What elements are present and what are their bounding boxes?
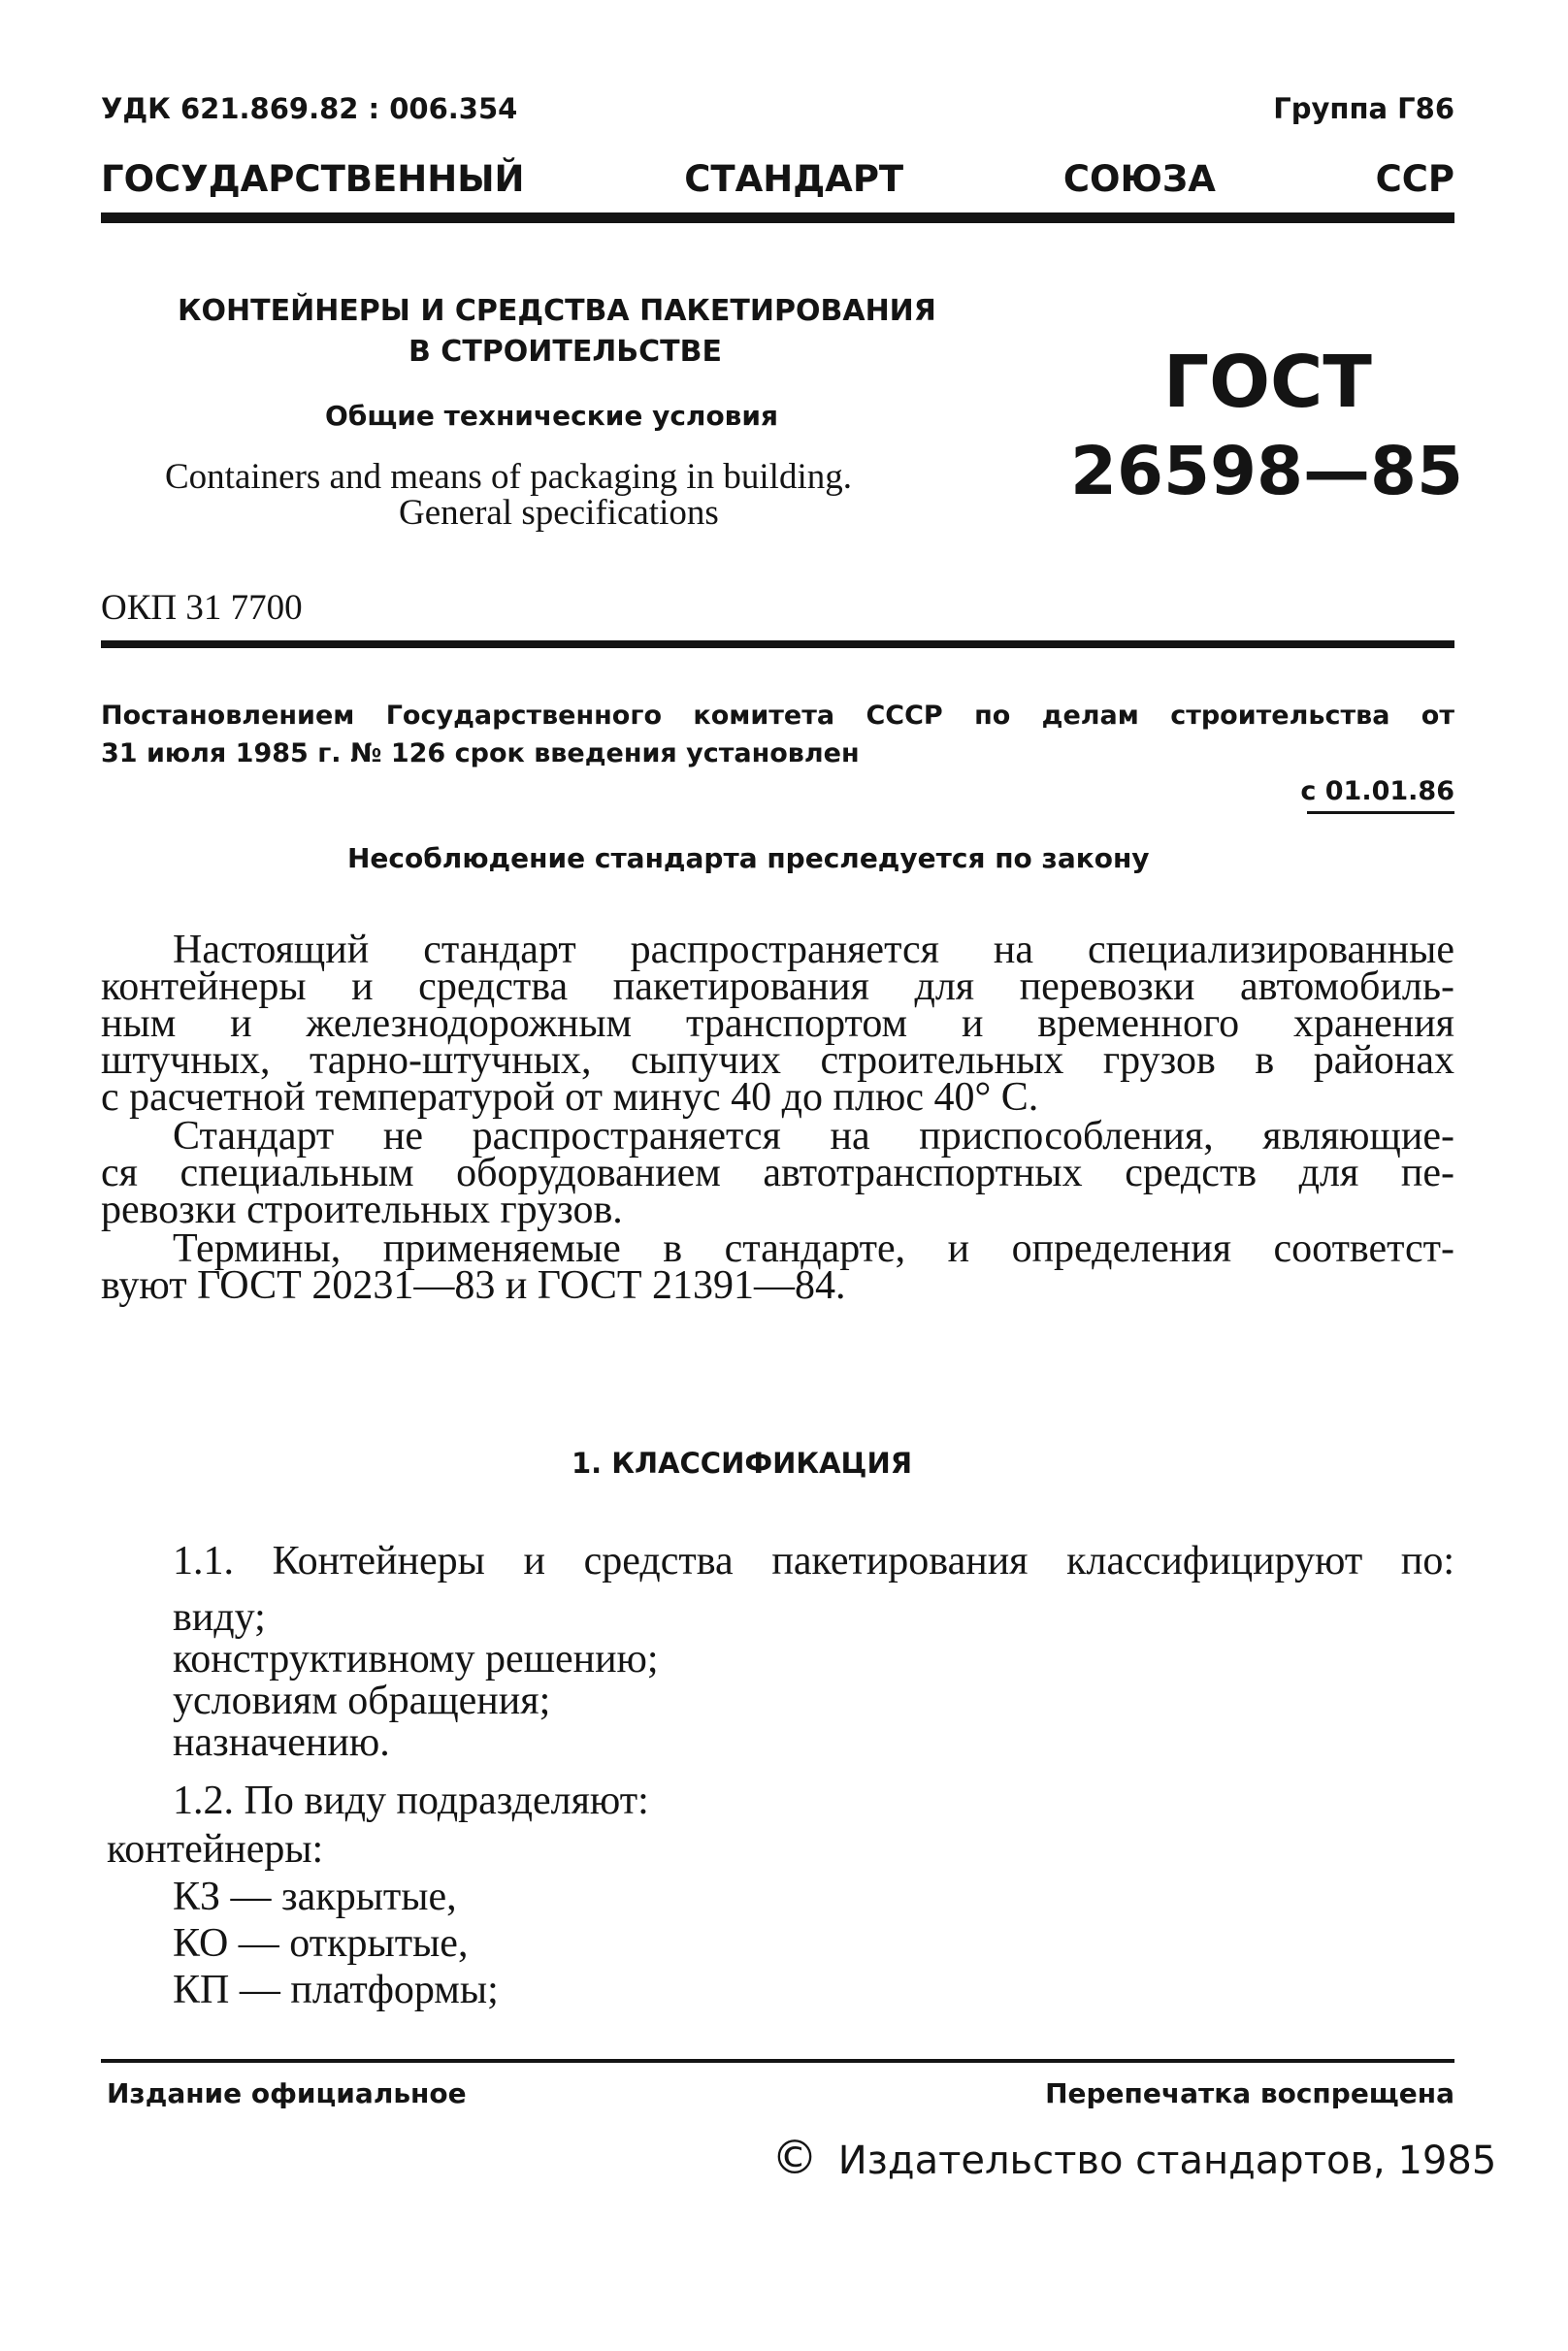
container-type-item: КЗ — закрытые, [173, 1875, 457, 1919]
gost-label: ГОСТ [1163, 341, 1372, 424]
official-edition: Издание официальное [107, 2077, 467, 2109]
container-type-item: КП — платформы; [173, 1968, 499, 2012]
title-rule [101, 640, 1454, 648]
copyright-line [771, 2131, 1496, 2185]
intro-paragraph-2 [101, 1114, 1454, 1232]
intro-p2-line: ревозки строительных грузов. [101, 1188, 623, 1232]
containers-label: контейнеры: [107, 1827, 324, 1872]
intro-p1-line: Настоящий стандарт распространяется на специализированные [173, 928, 1454, 972]
header-rule [101, 212, 1454, 223]
intro-p3-line: вуют ГОСТ 20231—83 и ГОСТ 21391—84. [101, 1263, 846, 1308]
intro-p2-line: Стандарт не распространяется на приспособления, являющие- [173, 1114, 1454, 1159]
publisher-name: Издательство стандартов, 1985 [837, 2139, 1497, 2183]
effective-date: с 01.01.86 [1300, 776, 1454, 806]
criterion-item: условиям обращения; [173, 1679, 551, 1723]
reprint-prohibited: Перепечатка воспрещена [1045, 2077, 1454, 2109]
title-ru-subtitle: Общие технические условия [325, 400, 778, 432]
state-standard-banner: ГОСУДАРСТВЕННЫЙ СТАНДАРТ СОЮЗА ССР [101, 158, 1454, 200]
gost-number: 26598—85 [1070, 433, 1464, 510]
criterion-item: виду; [173, 1595, 266, 1640]
intro-paragraph-3 [101, 1226, 1454, 1308]
udk-code: УДК 621.869.82 : 006.354 [101, 92, 518, 125]
footer-rule [101, 2059, 1454, 2063]
title-en-line2: General specifications [399, 493, 719, 533]
copyright-icon: © [771, 2131, 818, 2185]
decree-line1: Постановлением Государственного комитета СССР по делам строительства от [101, 701, 1454, 731]
title-en-line1: Containers and means of packaging in building. [165, 457, 852, 497]
intro-p1-line: с расчетной температурой от минус 40 до плюс 40° С. [101, 1075, 1039, 1120]
intro-p3-line: Термины, применяемые в стандарте, и определения соответст- [173, 1226, 1454, 1271]
container-types [173, 1874, 499, 2013]
intro-p1-line: контейнеры и средства пакетирования для перевозки автомобиль- [101, 964, 1454, 1009]
decree-line2: 31 июля 1985 г. № 126 срок введения установлен [101, 738, 860, 768]
intro-paragraph-1 [101, 928, 1454, 1120]
legal-warning: Несоблюдение стандарта преследуется по закону [347, 842, 1150, 874]
classification-criteria [173, 1597, 659, 1764]
intro-p1-line: ным и железнодорожным транспортом и временного хранения [101, 1001, 1454, 1046]
clause-1-1: 1.1. Контейнеры и средства пакетирования классифицируют по: [173, 1539, 1454, 1584]
container-type-item: КО — открытые, [173, 1921, 469, 1966]
title-ru-line1: КОНТЕЙНЕРЫ И СРЕДСТВА ПАКЕТИРОВАНИЯ [178, 294, 936, 328]
effective-date-underline [1307, 811, 1454, 814]
title-ru-line2: В СТРОИТЕЛЬСТВЕ [408, 335, 722, 369]
section-heading: 1. КЛАССИФИКАЦИЯ [572, 1447, 913, 1480]
clause-1-2: 1.2. По виду подразделяют: [173, 1779, 649, 1823]
okp-code: ОКП 31 7700 [101, 588, 303, 628]
group-code: Группа Г86 [1273, 92, 1454, 125]
intro-p2-line: ся специальным оборудованием автотранспортных средств для пе- [101, 1151, 1454, 1195]
criterion-item: назначению. [173, 1720, 390, 1765]
criterion-item: конструктивному решению; [173, 1637, 659, 1682]
intro-p1-line: штучных, тарно-штучных, сыпучих строительных грузов в районах [101, 1038, 1454, 1083]
